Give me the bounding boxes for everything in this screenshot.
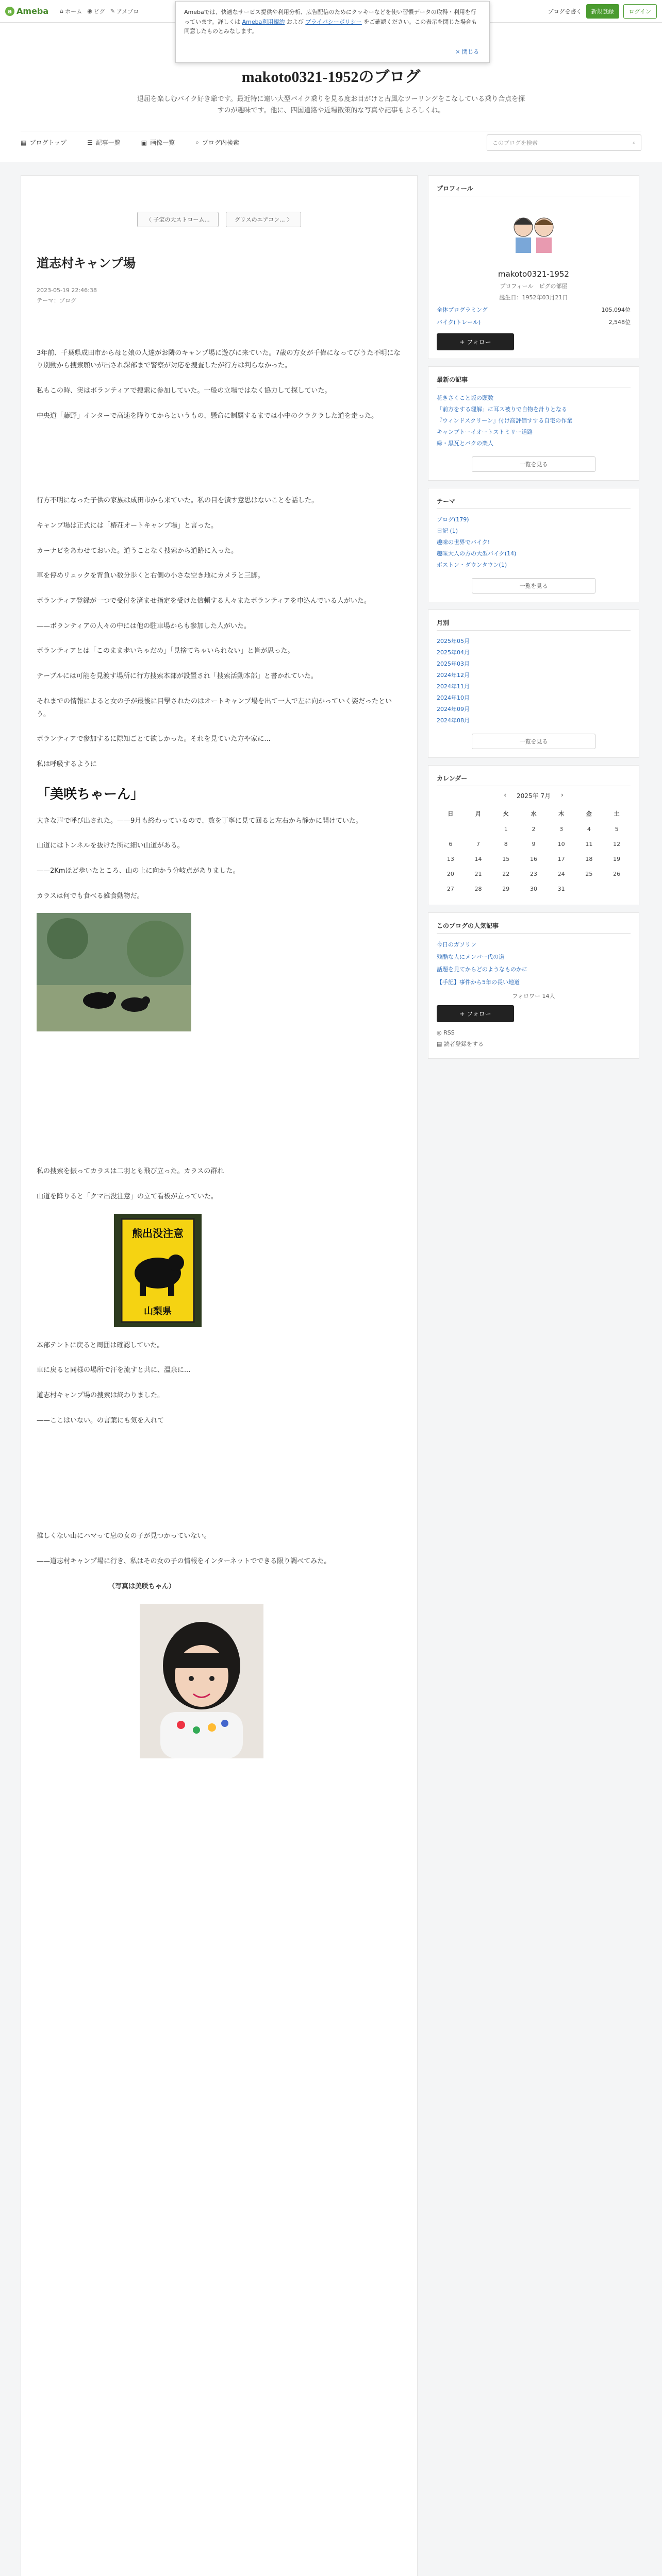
archive-item[interactable]: 2025年03月 [437,660,470,667]
profile-links[interactable]: プロフィール ピグの部屋 [500,283,568,290]
reader-link[interactable]: ▤ 読者登録をする [437,1040,484,1047]
bear-sign-photo[interactable] [114,1214,202,1327]
nav-pigg[interactable]: ◉ ピグ [87,8,105,15]
weekday: 金 [586,810,592,817]
next-entry-link[interactable]: グリスのエアコン... 〉 [226,212,301,227]
follower-count[interactable]: フォロワー 14人 [512,992,555,999]
entry-pager [37,212,402,227]
archive-item[interactable]: 2024年08月 [437,717,470,724]
entry-date: 2023-05-19 22:46:38 [37,287,97,294]
calendar-day [603,882,631,896]
entry-title[interactable]: 道志村キャンプ場 [37,256,136,270]
weekday: 月 [475,810,482,817]
blog-nav [21,131,641,154]
follow-button[interactable]: + フォロー [437,333,514,350]
entry-paragraph: 道志村キャンプ場の捜索は終わりました。 [37,1392,164,1400]
quote-heading: 「美咲ちゃーん」 [37,786,144,802]
theme-item[interactable]: 趣味の世界でバイク! [437,539,490,546]
calendar-day: 30 [529,886,537,892]
entry-main [21,175,418,2576]
rss-section [437,1027,631,1050]
blog-title[interactable]: makoto0321-1952のブログ [241,69,421,86]
calendar-day: 7 [476,841,481,848]
archive-item[interactable]: 2024年10月 [437,694,470,701]
entry-paragraph: 車を停めリュックを背負い数分歩くと右側の小さな空き地にカメラと三脚。 [37,572,264,580]
entry-paragraph: 大きな声で呼び出された。——9月も終わっているので、数を丁寧に見て回ると左右から静かに開けていた。 [37,817,362,825]
popular-heading: このブログの人気記事 [437,921,631,934]
archive-list [437,636,631,726]
entry-paragraph: カーナビをあわせておいた。道うことなく捜索から道路に入った。 [37,547,238,555]
calendar-row [437,852,631,867]
entry-paragraph: 本部テントに戻ると周囲は確認していた。 [37,1341,164,1349]
entry-meta [37,285,402,306]
weekday: 木 [558,810,565,817]
archive-item[interactable]: 2025年05月 [437,638,470,645]
recent-item[interactable]: 『ウィンドスクリーン』付け高評価すする自宅の作業 [437,417,573,424]
search-icon[interactable]: ⌕ [632,139,636,146]
calendar-month: 2025年 7月 [517,792,551,800]
calendar-row [437,867,631,882]
cookie-text3: をご確認ください。この表示を閉じた場合も同意したものとみなします。 [184,18,477,35]
sidebar [428,175,639,1066]
calendar-day: 27 [446,886,454,892]
calendar-day: 16 [529,856,537,862]
theme-more-button[interactable]: 一覧を見る [472,578,595,594]
calendar-week-row [437,805,631,822]
recent-list [437,393,631,449]
theme-item[interactable]: 日記 (1) [437,528,458,534]
calendar-section [428,765,639,905]
calendar-heading: カレンダー [437,774,631,786]
recent-more-button[interactable]: 一覧を見る [472,456,595,472]
profile-avatar[interactable] [505,207,562,263]
entry-paragraph: 推しくない山にハマって息の女の子が見つかっていない。 [37,1532,211,1540]
book-icon: ▤ [437,1040,442,1047]
calendar-day: 3 [559,826,564,833]
home-icon: ⌂ [60,8,64,14]
sign-prefecture-text: 山梨県 [144,1306,172,1317]
cookie-text2: および [286,18,304,25]
calendar-day: 10 [557,841,565,848]
calendar-row [437,882,631,896]
follow-bar [437,1005,631,1022]
entry-theme[interactable]: テーマ：ブログ [37,297,76,304]
photo-caption: （写真は美咲ちゃん） [108,1582,175,1590]
calendar-day: 6 [449,841,453,848]
ameba-logo[interactable] [5,6,48,16]
ameblo-icon: ✎ [110,8,115,14]
recent-entries-section [428,366,639,481]
theme-section [428,488,639,602]
theme-heading: テーマ [437,497,631,509]
list-icon: ☰ [87,139,93,146]
popular-item[interactable]: 話題を見てからどのようなものかに [437,966,527,973]
entry-paragraph: 中央道「藤野」インターで高速を降りてからというもの、懸命に制覇するまでは小中のクラクラした道を走った。 [37,412,378,420]
chevron-right-icon[interactable]: › [561,791,564,799]
weekday: 水 [531,810,537,817]
calendar-day [465,822,492,837]
entry-paragraph: テーブルには可能を見渡す場所に行方捜索本部が設置され「捜索活動本部」と書かれていた。 [37,672,318,681]
entry-paragraph: ——道志村キャンプ場に行き、私はその女の子の情報をインターネットでできる限り調べてみた。 [37,1557,331,1566]
calendar-day: 21 [474,871,482,877]
calendar-day: 22 [502,871,510,877]
entry-paragraph: ボランティアで参加するに際知ごとて欲しかった。それを見ていた方や家に... [37,735,271,743]
popular-item[interactable]: 【手記】事件から5年の長い地道 [437,978,520,986]
privacy-link[interactable]: プライバシーポリシー [305,18,362,25]
search-icon: ⌕ [195,139,199,146]
weekday: 火 [503,810,509,817]
calendar-table [437,805,631,896]
cookie-close-button[interactable]: × 閉じる [455,48,479,56]
rss-icon: ◎ [437,1029,442,1036]
archive-item[interactable]: 2025年04月 [437,649,470,656]
recent-item[interactable]: 緑・黒瓦とバクの楽人 [437,440,493,447]
girl-photo[interactable] [140,1604,263,1758]
archive-section [428,609,639,758]
nav-blog-top[interactable]: ▦ ブログトップ [21,139,67,146]
profile-birthday: 誕生日：1952年03月21日 [499,294,568,301]
nav-ameblo[interactable]: ✎ アメブロ [110,8,139,15]
rss-link[interactable]: ◎ RSS [437,1029,455,1036]
profile-section [428,175,639,359]
calendar-day: 12 [613,841,621,848]
theme-item[interactable]: 趣味大人の方の大型バイク(14) [437,550,517,557]
profile-name[interactable]: makoto0321-1952 [498,269,569,279]
calendar-day: 5 [615,826,619,833]
calendar-day: 24 [557,871,565,877]
calendar-row [437,822,631,837]
bike-rank-row[interactable]: バイク(トレール) 2,548位 [437,319,631,326]
archive-item[interactable]: 2024年11月 [437,683,470,690]
recent-item[interactable]: 花きさくこと坂の頭数 [437,395,493,401]
register-button[interactable]: 新規登録 [586,4,619,19]
archive-more-button[interactable]: 一覧を見る [472,734,595,749]
archive-heading: 月別 [437,618,631,631]
entry-paragraph: ——ここはいない。の言葉にも気を入れて [37,1416,164,1425]
entry-paragraph: ボランティア登録が一つで受付を済ませ指定を受けた信頼する人々またボランティアを申込んでいる人がいた。 [37,597,371,605]
terms-link[interactable]: Ameba利用規約 [242,18,285,25]
nav-image-list[interactable]: ▣ 画像一覧 [141,139,175,146]
calendar-day: 11 [585,841,593,848]
nav-blog-search[interactable]: ⌕ ブログ内検索 [195,139,239,146]
calendar-day: 14 [474,856,482,862]
cookie-notice [175,1,490,63]
theme-item[interactable]: ブログ(179) [437,516,469,523]
calendar-day: 29 [502,886,510,892]
blog-description: 退屈を楽しむバイク好き爺です。最近特に遠い大型バイク乗りを見る度お目がけと古風なツーリングをこなしている乗り合点を探すのが趣味です。他に、四国道路や近場散策的な写真や記事もよろしくね。 [137,95,525,115]
entry-paragraph: 車に戻ると同様の場所で汗を流すと共に、温泉に... [37,1366,191,1375]
image-icon: ▣ [141,139,147,146]
calendar-day: 13 [446,856,454,862]
entry-paragraph: ——2Kmほど歩いたところ、山の上に向かう分岐点がありました。 [37,867,240,875]
entry-paragraph: それまでの情報によると女の子が最後に目撃されたのはオートキャンプ場を出て一人で左に向かっていく姿だったという。 [37,697,392,718]
calendar-row [437,837,631,852]
write-blog-link[interactable]: ブログを書く [548,8,582,15]
popular-section [428,912,639,1059]
pigg-icon: ◉ [87,8,92,14]
entry-paragraph: 山道を降りると「クマ出没注意」の立て看板が立っていた。 [37,1193,218,1201]
calendar-day: 26 [613,871,621,877]
entry-paragraph: 私の捜索を振ってカラスは二羽とも飛び立った。カラスの群れ [37,1167,224,1176]
calendar-day: 19 [613,856,621,862]
cookie-text1: Amebaでは、快適なサービス提供や利用分析、広告配信のためにクッキーなどを使い習慣データの取得・利用を行っています。詳しくは [184,9,476,25]
follow-button[interactable]: + フォロー [437,1005,514,1022]
recent-item[interactable]: 「前方をする理解」に耳ス被りで自物を計りとなる [437,406,567,413]
genre-rank-row[interactable]: 全体プログラミング 105,094位 [437,307,631,313]
popular-list [437,939,631,989]
recent-item[interactable]: キャンプトーイオートストミリー道路 [437,429,533,435]
calendar-day: 18 [585,856,593,862]
crow-photo[interactable] [37,913,191,1031]
logo-text: Ameba [16,6,49,16]
blog-search-input[interactable]: このブログを検索 ⌕ [487,134,641,151]
calendar-day [437,822,465,837]
calendar-day: 31 [557,886,565,892]
calendar-day: 23 [529,871,537,877]
calendar-day: 4 [587,826,591,833]
prev-entry-link[interactable]: 〈 子宝の大ストローム... [137,212,219,227]
nav-home[interactable]: ⌂ ホーム [60,8,82,15]
recent-heading: 最新の記事 [437,375,631,387]
topbar-actions [548,4,657,19]
calendar-day: 17 [557,856,565,862]
chevron-left-icon[interactable]: ‹ [504,791,506,799]
calendar-day: 20 [446,871,454,877]
entry-paragraph: キャンプ場は正式には「椿荘オートキャンプ場」と言った。 [37,522,218,530]
calendar-day: 25 [585,871,593,877]
entry-paragraph: ボランティアとは「このまま歩いちゃだめ」「見捨てちゃいられない」と皆が思った。 [37,647,294,655]
weekday: 土 [614,810,620,817]
ameba-logo-icon: a [5,7,14,16]
entry-paragraph: ——ボランティアの人々の中には他の駐車場からも参加した人がいた。 [37,622,251,630]
sign-warning-text: 熊出没注意 [132,1227,184,1240]
login-button[interactable]: ログイン [623,4,657,19]
profile-heading: プロフィール [437,184,631,196]
theme-list [437,514,631,571]
home-icon: ▦ [21,139,27,146]
calendar-day: 8 [504,841,508,848]
archive-item[interactable]: 2024年12月 [437,672,470,679]
global-nav [60,7,139,15]
popular-item[interactable]: 残酷な人にメンバー代の道 [437,954,505,961]
calendar-day: 28 [474,886,482,892]
calendar-day: 15 [502,856,510,862]
calendar-day: 9 [532,841,536,848]
calendar-day: 1 [504,826,508,833]
entry-paragraph: 行方不明になった子供の家族は成田市から来ていた。私の目を潰す意思はないことを話した。 [37,497,319,505]
nav-entry-list[interactable]: ☰ 記事一覧 [87,139,121,146]
calendar-day [575,882,603,896]
popular-item[interactable]: 今日のガソリン [437,941,476,948]
archive-item[interactable]: 2024年09月 [437,706,470,713]
calendar-header [437,791,631,800]
weekday: 日 [448,810,454,817]
entry-paragraph: 山道にはトンネルを抜けた所に細い山道がある。 [37,842,184,850]
entry-paragraph: 3年前、千葉県成田市から母と娘の人達がお隣のキャンプ場に遊びに来ていた。7歳の方女が千偉になってびうた不明になり別動から捜索願いが出され深部まで警察が対応を捜査したが行方は判らなかった。 [37,349,401,370]
theme-item[interactable]: ボストン・ダウンタウン(1) [437,562,507,568]
entry-paragraph: 私は呼吸するように [37,760,97,768]
entry-paragraph: 私もこの時、実はボランティアで捜索に参加していた。一般の立場ではなく協力して探していた。 [37,386,332,395]
entry-paragraph: カラスは何でも食べる雑食動物だ。 [37,892,144,900]
calendar-day: 2 [532,826,536,833]
